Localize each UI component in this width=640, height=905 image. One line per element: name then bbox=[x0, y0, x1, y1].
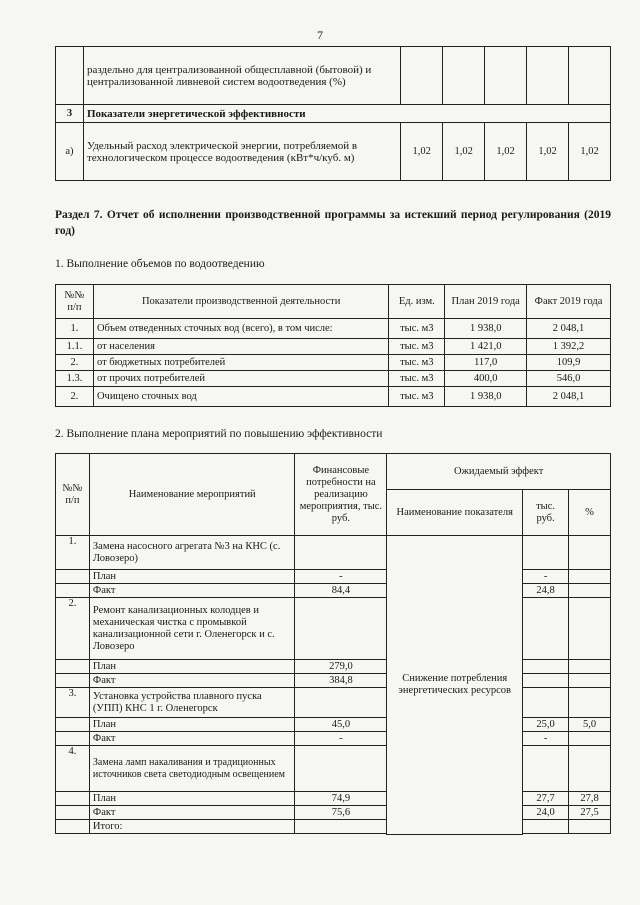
table-row bbox=[56, 105, 611, 123]
indicator-name: раздельно для централизованной общесплавной (бытовой) и централизованной ливневой систем водоотведения (%) bbox=[83, 47, 400, 105]
value-cell: 1,02 bbox=[401, 123, 443, 181]
value-cell: 1,02 bbox=[569, 123, 611, 181]
table-row: 1.1. от населения тыс. м3 1 421,0 1 392,2 bbox=[56, 339, 611, 355]
col-header-fin: Финансовые потребности на реализацию мероприятия, тыс. руб. bbox=[295, 454, 387, 536]
table-header-row bbox=[56, 285, 611, 319]
table-row: 2. Ремонт канализационных колодцев и механическая чистка с промывкой канализационной сети г. Оленегорск и с. Ловозеро bbox=[56, 598, 611, 660]
table-row: План - - bbox=[56, 570, 611, 584]
col-header-num: №№ п/п bbox=[56, 285, 94, 319]
indicators-table bbox=[55, 46, 611, 181]
table-row: Факт 384,8 bbox=[56, 674, 611, 688]
value-cell: 1,02 bbox=[443, 123, 485, 181]
measures-table bbox=[55, 453, 611, 835]
section-heading: Показатели энергетической эффективности bbox=[83, 105, 610, 123]
col-header-name: Показатели производственной деятельности bbox=[93, 285, 388, 319]
row-number: а) bbox=[56, 123, 84, 181]
table-row: 1. Объем отведенных сточных вод (всего), в том числе: тыс. м3 1 938,0 2 048,1 bbox=[56, 319, 611, 339]
table-row: 1.3. от прочих потребителей тыс. м3 400,0 546,0 bbox=[56, 371, 611, 387]
page-number: 7 bbox=[317, 28, 323, 42]
col-header-unit: Ед. изм. bbox=[389, 285, 445, 319]
table-row: Факт 75,6 24,0 27,5 bbox=[56, 806, 611, 820]
col-header-pct: % bbox=[569, 490, 611, 536]
table-header-row bbox=[56, 454, 611, 490]
col-header-effect: Ожидаемый эффект bbox=[387, 454, 611, 490]
section-title: Раздел 7. Отчет об исполнении производственной программы за истекший период регулирования (2019 год) bbox=[55, 209, 611, 237]
volumes-table bbox=[55, 284, 611, 407]
table-row: План 45,0 25,0 5,0 bbox=[56, 718, 611, 732]
effect-indicator: Снижение потребления энергетических ресурсов bbox=[387, 536, 523, 835]
table-row: Факт - - bbox=[56, 732, 611, 746]
total-label: Итого: bbox=[89, 820, 295, 834]
table-row: 2. от бюджетных потребителей тыс. м3 117,0 109,9 bbox=[56, 355, 611, 371]
col-header-thous: тыс. руб. bbox=[523, 490, 569, 536]
table-row: Факт 84,4 24,8 bbox=[56, 584, 611, 598]
table-row: 2. Очищено сточных вод тыс. м3 1 938,0 2 048,1 bbox=[56, 387, 611, 407]
table-row bbox=[56, 123, 611, 181]
col-header-fact: Факт 2019 года bbox=[527, 285, 611, 319]
value-cell: 1,02 bbox=[485, 123, 527, 181]
table-row: 3. Установка устройства плавного пуска (УПП) КНС 1 г. Оленегорск bbox=[56, 688, 611, 718]
table-row: План 74,9 27,7 27,8 bbox=[56, 792, 611, 806]
table-row: 4. Замена ламп накаливания и традиционных источников света светодиодным освещением bbox=[56, 746, 611, 792]
col-header-indicator: Наименование показателя bbox=[387, 490, 523, 536]
table-row bbox=[56, 820, 611, 834]
subsection-title: 2. Выполнение плана мероприятий по повышению эффективности bbox=[55, 428, 383, 440]
table-row: 1. Замена насосного агрегата №3 на КНС (с. Ловозеро) Снижение потребления энергетических ресурсов bbox=[56, 536, 611, 570]
col-header-num: №№ п/п bbox=[56, 454, 90, 536]
col-header-name: Наименование мероприятий bbox=[89, 454, 295, 536]
subsection-title: 1. Выполнение объемов по водоотведению bbox=[55, 258, 265, 270]
row-number: 3 bbox=[56, 105, 84, 123]
col-header-plan: План 2019 года bbox=[445, 285, 527, 319]
table-row: План 279,0 bbox=[56, 660, 611, 674]
value-cell: 1,02 bbox=[527, 123, 569, 181]
indicator-name: Удельный расход электрической энергии, потребляемой в технологическом процессе водоотведения (кВт*ч/куб. м) bbox=[83, 123, 400, 181]
table-row bbox=[56, 47, 611, 105]
